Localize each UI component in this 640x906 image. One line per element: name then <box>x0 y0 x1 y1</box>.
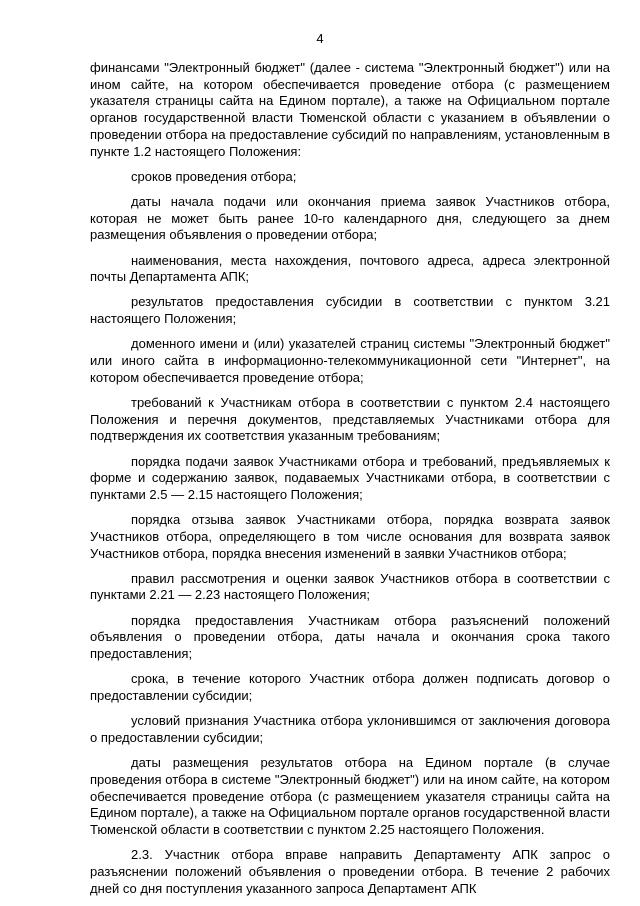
paragraph: даты размещения результатов отбора на Едином портале (в случае проведения отбора в системе "Электронный бюджет") или на ином сайте, на котором обеспечивается проведение отбора (с размещением указателя страницы сайта на Едином портале), а также на Официальном портале органов государственной власти Тюменской области в соответствии с пунктом 2.25 настоящего Положения. <box>90 755 610 837</box>
paragraph: сроков проведения отбора; <box>131 168 297 184</box>
document-body <box>90 60 610 906</box>
paragraph: срока, в течение которого Участник отбора должен подписать договор о предоставлении субсидии; <box>90 671 610 703</box>
paragraph: даты начала подачи или окончания приема заявок Участников отбора, которая не может быть ранее 10-го календарного дня, следующего за днем размещения объявления о проведении отбора; <box>90 193 610 243</box>
paragraph: правил рассмотрения и оценки заявок Участников отбора в соответствии с пунктами 2.21 — 2.23 настоящего Положения; <box>90 570 610 603</box>
paragraph: наименования, места нахождения, почтового адреса, адреса электронной почты Департамента АПК; <box>90 252 610 285</box>
paragraph: порядка отзыва заявок Участниками отбора, порядка возврата заявок Участников отбора, определяющего в том числе основания для возврата заявок Участников отбора, порядка внесения изменений в заявки Участников отбора; <box>90 512 610 561</box>
paragraph: требований к Участникам отбора в соответствии с пунктом 2.4 настоящего Положения и перечня документов, представляемых Участниками отбора для подтверждения их соответствия указанным требованиям; <box>90 394 610 444</box>
paragraph: условий признания Участника отбора уклонившимся от заключения договора о предоставлении субсидии; <box>90 713 610 745</box>
paragraph: порядка подачи заявок Участниками отбора и требований, предъявляемых к форме и содержанию заявок, подаваемых Участниками отбора, в соответствии с пунктами 2.5 — 2.15 настоящего Положения; <box>90 453 610 502</box>
page-number: 4 <box>316 31 324 46</box>
paragraph-continuation: финансами "Электронный бюджет" (далее - система "Электронный бюджет") или на ином сайте, на котором обеспечивается проведение отбора (с размещением указателя страницы сайта на Едином портале), а также на Официальном портале органов государственной власти Тюменской области с указанием в объявлении о проведении отбора на предоставление субсидий по направлениям, установленным в пункте 1.2 настоящего Положения: <box>90 60 610 159</box>
paragraph: результатов предоставления субсидии в соответствии с пунктом 3.21 настоящего Положения; <box>90 294 610 327</box>
paragraph-section-2-3: 2.3. Участник отбора вправе направить Департаменту АПК запрос о разъяснении положений объявления о проведении отбора. В течение 2 рабочих дней со дня поступления указанного запроса Департамент АПК <box>90 847 610 896</box>
paragraph: доменного имени и (или) указателей страниц системы "Электронный бюджет" или иного сайта в информационно-телекоммуникационной сети "Интернет", на котором обеспечивается проведение отбора; <box>90 336 610 385</box>
paragraph: порядка предоставления Участникам отбора разъяснений положений объявления о проведении отбора, даты начала и окончания срока такого предоставления; <box>90 612 610 662</box>
